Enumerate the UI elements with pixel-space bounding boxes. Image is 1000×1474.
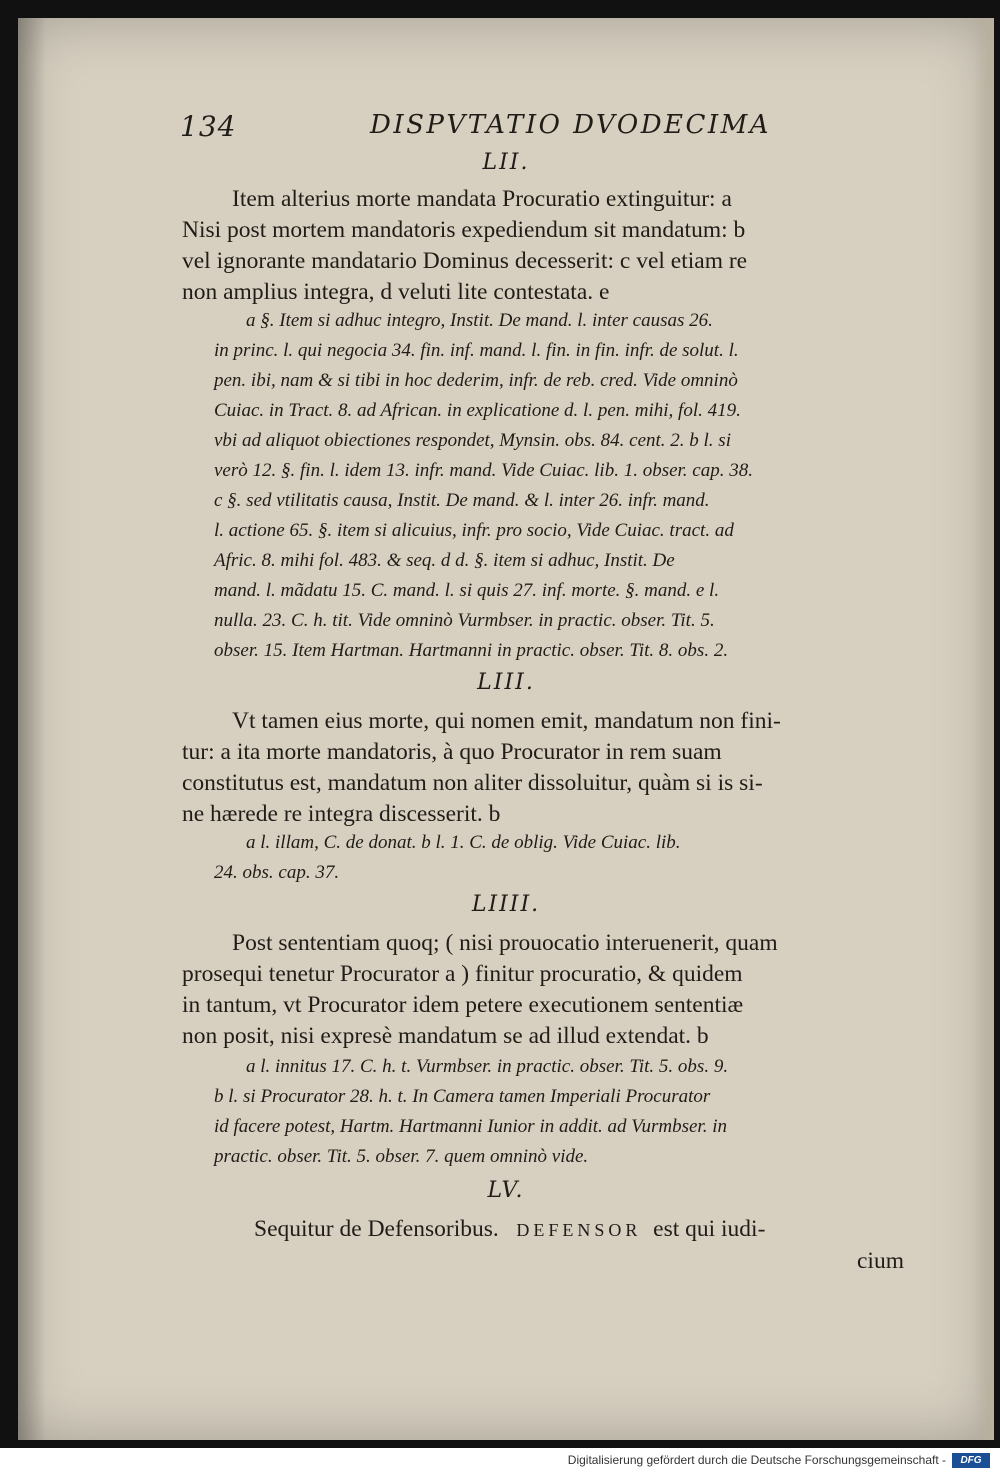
note-line: a §. Item si adhuc integro, Instit. De mand. l. inter causas 26. xyxy=(246,310,713,331)
note-line: Cuiac. in Tract. 8. ad African. in explicatione d. l. pen. mihi, fol. 419. xyxy=(214,400,741,421)
body-text: est qui iudi- xyxy=(653,1216,766,1242)
body-line: ne hærede re integra discesserit. b xyxy=(182,801,501,827)
footnotes-lii xyxy=(214,306,886,666)
footer-credit: Digitalisierung gefördert durch die Deutsche Forschungsgemeinschaft - xyxy=(567,1453,946,1467)
section-body-liiii xyxy=(182,928,904,1052)
note-line: c §. sed vtilitatis causa, Instit. De mand. & l. inter 26. infr. mand. xyxy=(214,490,710,511)
body-line: non posit, nisi expresè mandatum se ad illud extendat. b xyxy=(182,1023,709,1049)
section-heading-liii: LIII. xyxy=(477,670,535,695)
small-caps-term: DEFENSOR xyxy=(516,1220,642,1240)
digitization-footer xyxy=(0,1448,1000,1474)
running-head: DISPVTATIO DVODECIMA xyxy=(370,110,772,140)
note-line: id facere potest, Hartm. Hartmanni Iunior in addit. ad Vurmbser. in xyxy=(214,1116,727,1137)
note-line: nulla. 23. C. h. tit. Vide omninò Vurmbser. in practic. obser. Tit. 5. xyxy=(214,610,715,631)
section-body-liii xyxy=(182,706,904,830)
note-line: pen. ibi, nam & si tibi in hoc dederim, infr. de reb. cred. Vide omninò xyxy=(214,370,738,391)
page-header xyxy=(18,110,994,150)
section-body-lv xyxy=(182,1214,904,1277)
note-line: a l. innitus 17. C. h. t. Vurmbser. in practic. obser. Tit. 5. obs. 9. xyxy=(246,1056,729,1077)
body-line: Item alterius morte mandata Procuratio extinguitur: a xyxy=(232,186,732,212)
body-text: Sequitur de Defensoribus. xyxy=(254,1216,499,1242)
section-body-lii xyxy=(182,184,904,308)
dfg-logo-icon: DFG xyxy=(952,1453,990,1468)
body-line: Post sententiam quoq; ( nisi prouocatio interuenerit, quam xyxy=(232,930,778,956)
note-line: obser. 15. Item Hartman. Hartmanni in practic. obser. Tit. 8. obs. 2. xyxy=(214,640,729,661)
section-heading-lii: LII. xyxy=(482,150,530,175)
note-line: verò 12. §. fin. l. idem 13. infr. mand. Vide Cuiac. lib. 1. obser. cap. 38. xyxy=(214,460,753,481)
note-line: vbi ad aliquot obiectiones respondet, Mynsin. obs. 84. cent. 2. b l. si xyxy=(214,430,731,451)
footnotes-liiii xyxy=(214,1052,886,1172)
body-line: constitutus est, mandatum non aliter dissoluitur, quàm si is si- xyxy=(182,770,763,796)
note-line: 24. obs. cap. 37. xyxy=(214,862,340,883)
body-line: vel ignorante mandatario Dominus decesserit: c vel etiam re xyxy=(182,248,748,274)
footnotes-liii xyxy=(214,828,886,888)
note-line: Afric. 8. mihi fol. 483. & seq. d d. §. item si adhuc, Instit. De xyxy=(214,550,675,571)
body-line: non amplius integra, d veluti lite contestata. e xyxy=(182,279,610,305)
note-line: in princ. l. qui negocia 34. fin. inf. mand. l. fin. in fin. infr. de solut. l. xyxy=(214,340,739,361)
page-number: 134 xyxy=(180,110,237,143)
page-edge xyxy=(974,18,994,1440)
body-line: prosequi tenetur Procurator a ) finitur procuratio, & quidem xyxy=(182,961,743,987)
body-line: Vt tamen eius morte, qui nomen emit, mandatum non fini- xyxy=(232,708,781,734)
catchword: cium xyxy=(857,1248,904,1274)
note-line: l. actione 65. §. item si alicuius, infr. pro socio, Vide Cuiac. tract. ad xyxy=(214,520,734,541)
section-heading-liiii: LIIII. xyxy=(471,892,541,917)
book-page xyxy=(18,18,994,1440)
section-heading-lv: LV. xyxy=(487,1178,525,1203)
note-line: a l. illam, C. de donat. b l. 1. C. de oblig. Vide Cuiac. lib. xyxy=(246,832,681,853)
note-line: mand. l. mãdatu 15. C. mand. l. si quis 27. inf. morte. §. mand. e l. xyxy=(214,580,720,601)
body-line: tur: a ita morte mandatoris, à quo Procurator in rem suam xyxy=(182,739,722,765)
body-line: Nisi post mortem mandatoris expediendum sit mandatum: b xyxy=(182,217,746,243)
body-line xyxy=(182,1214,904,1246)
note-line: b l. si Procurator 28. h. t. In Camera tamen Imperiali Procurator xyxy=(214,1086,711,1107)
note-line: practic. obser. Tit. 5. obser. 7. quem omninò vide. xyxy=(214,1146,589,1167)
body-line: in tantum, vt Procurator idem petere executionem sententiæ xyxy=(182,992,744,1018)
